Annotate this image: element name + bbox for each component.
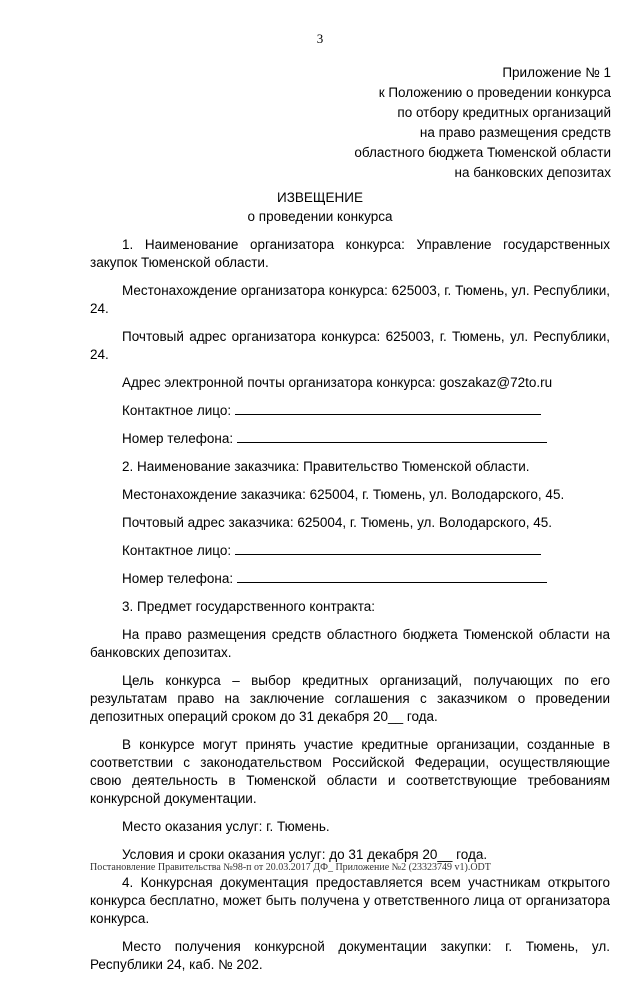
document-title: ИЗВЕЩЕНИЕ bbox=[277, 190, 363, 205]
contact-person-label: Контактное лицо: bbox=[122, 543, 232, 558]
phone-label: Номер телефона: bbox=[122, 571, 234, 586]
appendix-line: Приложение № 1 bbox=[502, 65, 611, 80]
phone-row-1 bbox=[90, 430, 610, 448]
paragraph-customer-name: 2. Наименование заказчика: Правительство Тюменской области. bbox=[122, 459, 530, 474]
page-number: 3 bbox=[316, 31, 324, 46]
paragraph-organizer-email: Адрес электронной почты организатора конкурса: goszakaz@72to.ru bbox=[122, 375, 553, 390]
appendix-line: на банковских депозитах bbox=[454, 165, 611, 180]
page-footer: Постановление Правительства №98-п от 20.03.2017 ДФ_ Приложение №2 (23323749 v1).ODT bbox=[90, 862, 491, 873]
appendix-line: на право размещения средств bbox=[419, 125, 611, 140]
paragraph-customer-postal: Почтовый адрес заказчика: 625004, г. Тюмень, ул. Володарского, 45. bbox=[122, 515, 552, 530]
paragraph-organizer-postal: Почтовый адрес организатора конкурса: 625003, г. Тюмень, ул. Республики, 24. bbox=[90, 329, 610, 362]
paragraph-customer-location: Местонахождение заказчика: 625004, г. Тюмень, ул. Володарского, 45. bbox=[122, 487, 565, 502]
paragraph-service-terms: Условия и сроки оказания услуг: до 31 декабря 20__ года. bbox=[122, 847, 488, 862]
contact-person-blank bbox=[235, 542, 541, 555]
phone-blank bbox=[237, 430, 547, 443]
document-subtitle: о проведении конкурса bbox=[247, 209, 393, 224]
paragraph-organizer-location: Местонахождение организатора конкурса: 625003, г. Тюмень, ул. Республики, 24. bbox=[90, 283, 610, 316]
contact-person-row-2 bbox=[90, 542, 610, 560]
contact-person-label: Контактное лицо: bbox=[122, 403, 232, 418]
paragraph-participants: В конкурсе могут принять участие кредитные организации, созданные в соответствии с законодательством Российской Федерации, осуществляющие свою деятельность в Тюменской области и соответствующие требованиям конкурсной документации. bbox=[90, 737, 610, 806]
paragraph-subject-text: На право размещения средств областного бюджета Тюменской области на банковских депозитах. bbox=[90, 627, 610, 660]
paragraph-documentation: 4. Конкурсная документация предоставляется всем участникам открытого конкурса бесплатно, может быть получена у ответственного лица от организатора конкурса. bbox=[90, 875, 610, 926]
phone-blank bbox=[237, 570, 547, 583]
paragraph-goal: Цель конкурса – выбор кредитных организаций, получающих по его результатам право на заключение соглашения с заказчиком о проведении депозитных операций сроком до 31 декабря 20__ года. bbox=[90, 673, 610, 724]
phone-row-2 bbox=[90, 570, 610, 588]
phone-label: Номер телефона: bbox=[122, 431, 234, 446]
paragraph-organizer-name: 1. Наименование организатора конкурса: Управление государственных закупок Тюменской области. bbox=[90, 237, 610, 270]
appendix-line: по отбору кредитных организаций bbox=[397, 105, 611, 120]
contact-person-row-1 bbox=[90, 402, 610, 420]
paragraph-contract-subject: 3. Предмет государственного контракта: bbox=[122, 599, 375, 614]
document-heading bbox=[0, 188, 640, 226]
paragraph-service-place: Место оказания услуг: г. Тюмень. bbox=[122, 819, 330, 834]
appendix-line: областного бюджета Тюменской области bbox=[354, 145, 611, 160]
paragraph-documentation-place: Место получения конкурсной документации закупки: г. Тюмень, ул. Республики 24, каб. № 202. bbox=[90, 939, 610, 972]
appendix-line: к Положению о проведении конкурса bbox=[378, 85, 611, 100]
contact-person-blank bbox=[235, 402, 541, 415]
appendix-block bbox=[354, 63, 611, 183]
